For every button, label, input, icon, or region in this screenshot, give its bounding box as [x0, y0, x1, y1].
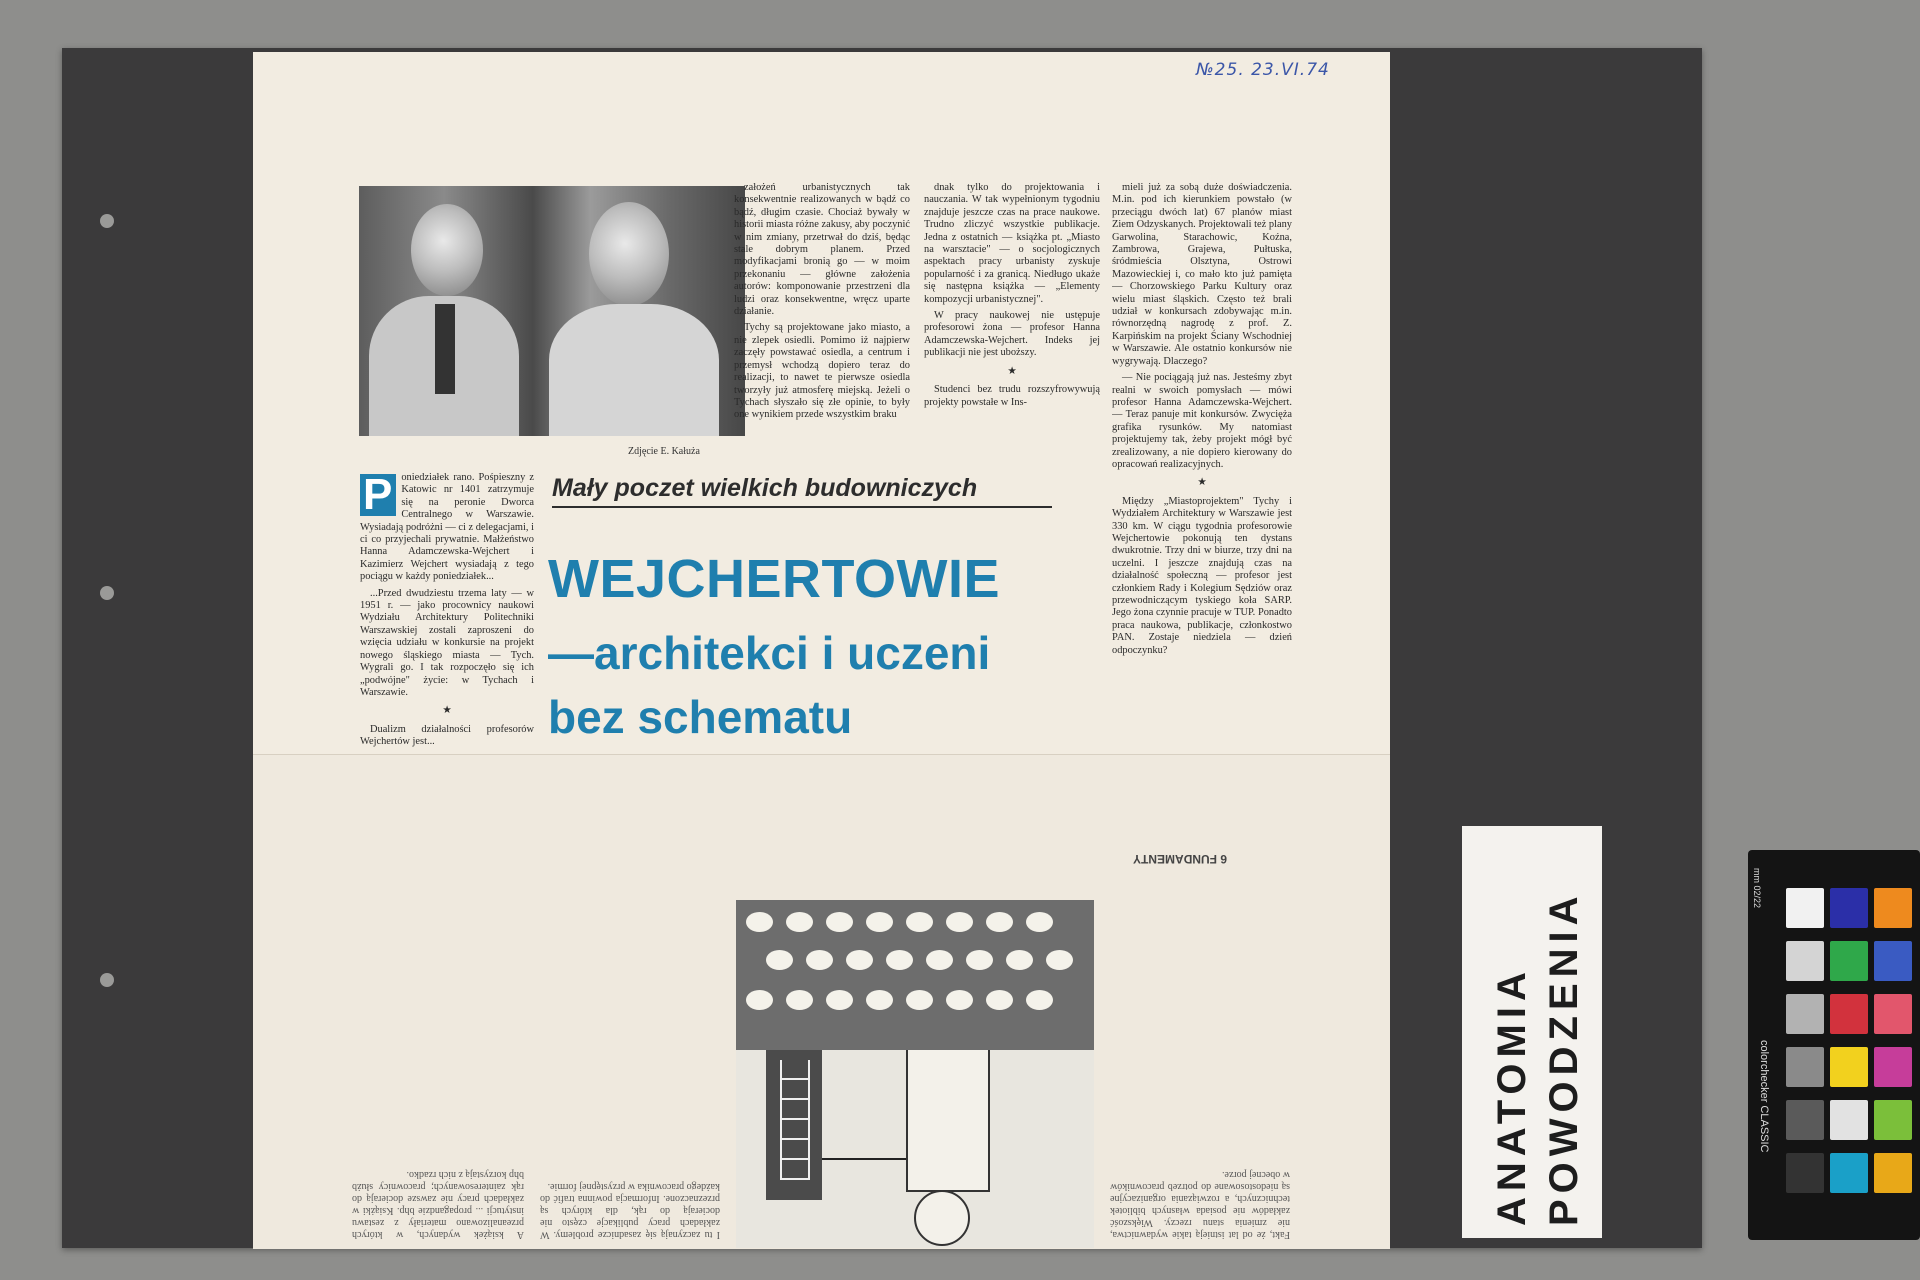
- man-face: [411, 204, 483, 296]
- ceiling-light: [906, 990, 933, 1010]
- color-patch: [1786, 1153, 1824, 1193]
- section-star: ★: [1007, 365, 1017, 377]
- figure-head: [914, 1190, 970, 1246]
- color-patch: [1830, 1100, 1868, 1140]
- color-patch: [1830, 994, 1868, 1034]
- woman-dress: [549, 304, 719, 436]
- ceiling-light: [746, 912, 773, 932]
- text-column-4: [1112, 182, 1292, 748]
- woman-face: [589, 202, 669, 306]
- color-patch: [1874, 888, 1912, 928]
- upside-down-column-3: Fakt, że od lat istnieją takie wydawnictwa, nie zmienia stanu rzeczy. Większość zakładów nie posiada własnych bibliotek technicznych, a rozwiązania organizacyjne są niedostosowane do potrzeb pracowników w obecnej porze.: [1110, 1169, 1290, 1240]
- man-tie: [435, 304, 455, 394]
- headline-line-1: WEJCHERTOWIE: [548, 549, 1001, 609]
- portrait-photo: [359, 186, 745, 436]
- ceiling-light: [746, 990, 773, 1010]
- color-patch: [1830, 941, 1868, 981]
- color-patch: [1786, 994, 1824, 1034]
- ceiling-light: [866, 912, 893, 932]
- color-patch: [1830, 1047, 1868, 1087]
- upside-down-figure: [906, 1050, 990, 1192]
- section-star: ★: [1197, 477, 1207, 489]
- ceiling-light: [846, 950, 873, 970]
- ceiling-light: [826, 912, 853, 932]
- paragraph: W pracy naukowej nie ustępuje profesorowi żona — profesor Hanna Adamczewska-Wejchert. Indeks jej publikacji nie jest uboższy.: [924, 310, 1100, 359]
- ceiling-light: [786, 912, 813, 932]
- ceiling-light: [1046, 950, 1073, 970]
- paragraph: Dualizm działalności profesorów Wejchertów jest...: [360, 723, 534, 748]
- section-star: ★: [442, 705, 452, 717]
- ceiling-light: [1026, 912, 1053, 932]
- color-patch: [1874, 994, 1912, 1034]
- text-column-3: [924, 182, 1100, 458]
- ceiling-light: [946, 912, 973, 932]
- color-checker-card: [1748, 850, 1920, 1240]
- paragraph: dnak tylko do projektowania i nauczania. W tak wypełnionym tygodniu znajduje jeszcze czas na prace naukowe. Trudno zliczyć wszystkie publikacje. Jedna z ostatnich — książka pt. „Miasto na warsztacie" — o socjologicznych aspektach pracy urbanisty zyskuje popularność i za granicą. Niedługo ukaże się następna książka — „Elementy kompozycji urbanistycznej".: [924, 182, 1100, 305]
- side-label-strip: [1462, 826, 1602, 1238]
- paragraph: ...Przed dwudziestu trzema laty — w 1951 r. — jako procownicy naukowi Wydziału Architektury Politechniki Warszawskiej zostali zaproszeni do wzięcia udziału w konkursie na projekt nowego śląskiego miasta — Tych. Wygrali go. I tak rozpoczęło się ich „podwójne" życie: w Tychach i Warszawie.: [360, 587, 534, 698]
- paragraph: Między „Miastoprojektem" Tychy i Wydziałem Architektury w Warszawie jest 330 km. W ciągu tygodnia profesorowie Wejchertowie pokonują ten dystans dwukrotnie. Trzy dni w biurze, trzy dni na uczelni. I jeszcze znajdują czas na działalność społeczną — profesor jest członkiem Rady i Kolegium Sędziów oraz przewodniczącym tyskiego koła SARP. Jego żona czynnie pracuje w TUP. Ponadto praca naukowa, publikacje, członkostwo PAN. Zostaje niedziela — dzień odpoczynku?: [1112, 495, 1292, 656]
- photo-caption: Zdjęcie E. Kałuża: [628, 446, 700, 457]
- upside-down-column-1: A książek wydanych, w których przeanalizowano materiały z zestawu instytucji ... propagandzie bhp. Książki w zakładach pracy nie zawsze docierają do rąk zainteresowanych; pracownicy służb bhp korzystają z nich rzadko.: [352, 1169, 524, 1240]
- color-patch: [1874, 1153, 1912, 1193]
- article-kicker: Mały poczet wielkich budowniczych: [552, 474, 1052, 508]
- paragraph: Tychy są projektowane jako miasto, a nie zlepek osiedli. Pomimo iż najpierw zaczęły powstawać osiedla, a centrum i przemysł wchodzą dopiero teraz do realizacji, to nawet te pierwsze osiedla tworzyły już atmosferę miejską. Jeżeli o Tychach słyszało się złe opinie, to były one wynikiem przede wszystkim braku: [734, 322, 910, 421]
- drop-cap: P: [360, 474, 396, 516]
- color-patch: [1874, 941, 1912, 981]
- ceiling-light: [886, 950, 913, 970]
- ceiling-light: [826, 990, 853, 1010]
- ceiling-light: [986, 912, 1013, 932]
- checker-unit: mm: [1752, 868, 1762, 883]
- checker-code: [1752, 868, 1762, 908]
- binder-hole: [100, 214, 114, 228]
- ceiling-light: [1026, 990, 1053, 1010]
- headline-line-3: bez schematu: [548, 691, 853, 743]
- text-column-2: [734, 182, 910, 458]
- paragraph: mieli już za sobą duże doświadczenia. M.in. pod ich kierunkiem powstało (w przeciągu dwóch lat) 67 planów miast Ziem Odzyskanych. Projektowali też plany Garwolina, Starachowic, Koźna, Zambrowa, Grajewa, Pułtuska, śródmieścia Olsztyna, Ostrowi Mazowieckiej i, co mało kto już pamięta — Chorzowskiego Parku Kultury oraz wielu miast śląskich. Często też brali udział w konkursach zdobywając m.in. równorzędną nagrodę z prof. Z. Karpińskim na projekt Ściany Wschodniej w Warszawie. Ale ostatnio konkursów nie wygrywają. Dlaczego?: [1112, 182, 1292, 367]
- upside-down-column-2: I tu zaczynają się zasadnicze problemy. W zakładach pracy publikacje często nie docierają do rąk, dla których są przeznaczone. Informacja powinna trafić do każdego pracownika w przystępnej formie.: [540, 1181, 720, 1240]
- ladder-icon: [780, 1060, 810, 1180]
- headline-line-2: —architekci i uczeni: [548, 627, 991, 679]
- handwritten-date-note: №25. 23.VI.74: [1196, 60, 1330, 80]
- color-patch: [1830, 1153, 1868, 1193]
- checker-brand: colorchecker CLASSIC: [1758, 1040, 1770, 1153]
- paragraph: — Nie pociągają już nas. Jesteśmy zbyt realni w swoich pomysłach — mówi profesor Hanna Adamczewska-Wejchert. — Teraz panuje mit konkursów. Zwycięża grafika rysunków. My natomiast projektujemy tak, żeby projekt mógł być zrealizowany, a nie dopiero kierowany do opracowań realizacyjnych.: [1112, 372, 1292, 470]
- ceiling-light: [866, 990, 893, 1010]
- color-patch: [1874, 1047, 1912, 1087]
- color-patch: [1874, 1100, 1912, 1140]
- color-patch: [1786, 888, 1824, 928]
- ceiling-light: [786, 990, 813, 1010]
- color-patch: [1786, 1047, 1824, 1087]
- color-patch: [1786, 941, 1824, 981]
- side-label-line-2: POWODZENIA: [1542, 890, 1586, 1226]
- ceiling-light: [966, 950, 993, 970]
- paragraph: Studenci bez trudu rozszyfrowywują projekty powstałe w Ins-: [924, 384, 1100, 408]
- color-patch: [1830, 888, 1868, 928]
- binder-hole: [100, 973, 114, 987]
- cartoon-illustration: [736, 900, 1094, 1248]
- ceiling-light: [946, 990, 973, 1010]
- paragraph: założeń urbanistycznych tak konsekwentnie realizowanych w bądź co bądź, długim czasie. Chociaż bywały w historii miasta różne zakusy, aby poczynić w nim zmiany, przetrwał do dziś, będąc stale dobrym planem. Przed modyfikacjami bronią go — w moim przekonaniu — główne założenia autorów: komponowanie przestrzeni dla ludzi oraz konsekwentne, wręcz uparte działanie.: [734, 182, 910, 318]
- text-column-1: [360, 472, 534, 758]
- binder-hole: [100, 586, 114, 600]
- checker-code-value: 02/22: [1752, 885, 1762, 909]
- ceiling-light: [1006, 950, 1033, 970]
- color-patch: [1786, 1100, 1824, 1140]
- ceiling-light: [986, 990, 1013, 1010]
- side-label-line-1: ANATOMIA: [1490, 966, 1534, 1226]
- ceiling-light: [766, 950, 793, 970]
- ceiling-light: [806, 950, 833, 970]
- running-head: 6 FUNDAMENTY: [1133, 852, 1228, 866]
- ceiling-light: [906, 912, 933, 932]
- ceiling-light: [926, 950, 953, 970]
- paragraph: oniedziałek rano. Pośpieszny z Katowic nr 1401 zatrzymuje się na peronie Dworca Centralnego w Warszawie. Wysiadają podróżni — ci z delegacjami, i ci co przyjechali prywatnie. Małżeństwo Hanna Adamczewska-Wejchert i Kazimierz Wejchert wysiadają z tego pociągu w każdy poniedziałek...: [360, 472, 534, 583]
